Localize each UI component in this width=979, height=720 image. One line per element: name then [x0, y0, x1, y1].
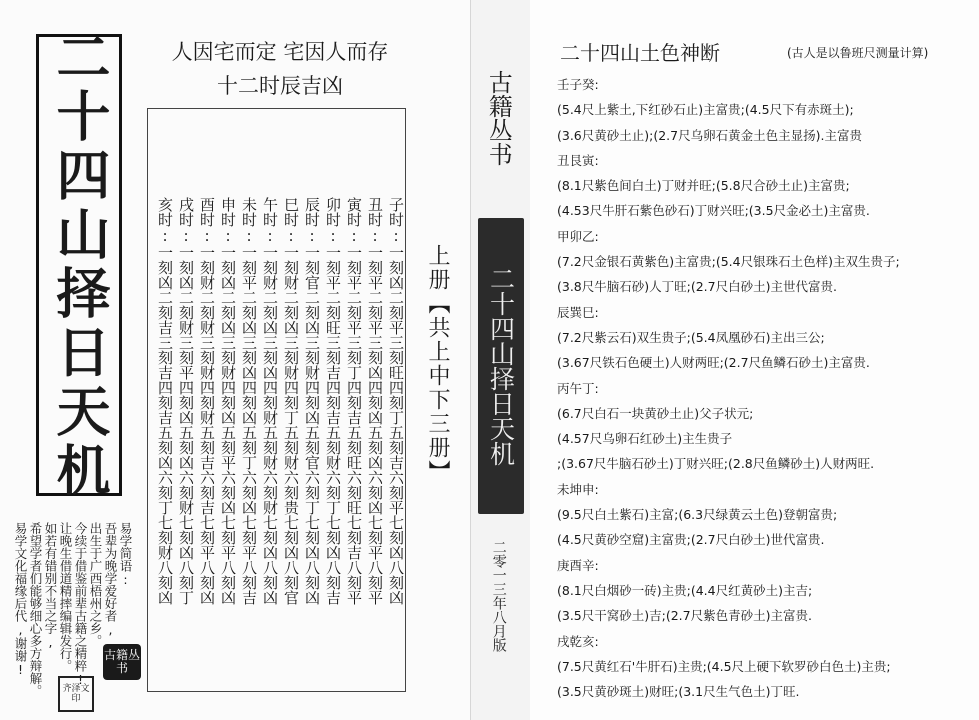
spine-title: 二十四山择日天机: [486, 266, 516, 466]
soil-entry: ;(3.67尺牛脑石砂土)丁财兴旺;(2.8尺鱼鳞砂土)人财两旺.: [557, 456, 875, 472]
group-heading: 甲卯乙:: [557, 228, 599, 244]
header-line-2: 十二时辰吉凶: [217, 74, 343, 98]
intro-line: 易学文化福缘后代,谢谢!: [13, 522, 28, 677]
group-heading: 壬子癸:: [557, 77, 599, 92]
soil-entry: (9.5尺白土紫石)主富;(6.3尺绿黄云土色)登朝富贵;: [557, 507, 838, 523]
right-page-subtitle: (古人是以鲁班尺测量计算): [787, 46, 929, 60]
soil-entry: (3.6尺黄砂土止);(2.7尺乌卵石黄金土色主显扬).主富贵: [557, 127, 862, 143]
hour-column-yin: 寅时:一刻平二刻平三刻丁四刻吉五刻旺六刻旺七刻吉八刻平: [345, 197, 363, 605]
hour-column-zi: 子时:一刻凶二刻平三刻旺四刻丁五刻吉六刻平七刻凶八刻凶: [387, 197, 405, 605]
soil-entry: (4.57尺乌卵石红砂土)主生贵子: [557, 431, 733, 447]
soil-entry: (8.1尺紫色间白土)丁财并旺;(5.8尺合砂土止)主富贵;: [557, 178, 850, 194]
series-label: 古籍丛书: [484, 70, 513, 166]
author-seal: 齐泽文印: [58, 676, 94, 712]
book-title-box: [36, 29, 122, 501]
hour-table: [147, 108, 406, 692]
soil-entry: (3.5尺黄砂斑土)财旺;(3.1尺生气色土)丁旺.: [557, 684, 800, 700]
soil-entry: (3.8尺牛脑石砂)人丁旺;(2.7尺白砂土)主世代富贵.: [557, 279, 837, 295]
hour-column-mao: 卯时:一刻平二刻旺三刻吉四刻吉五刻财六刻丁七刻凶八刻吉: [324, 197, 342, 605]
book-title: 二十四山择日天机: [48, 29, 111, 501]
soil-entry: (8.1尺白烟砂一砖)主贵;(4.4尺红黄砂土)主吉;: [557, 582, 813, 598]
intro-line: 吾辈为晚学爱好者,: [103, 522, 118, 637]
intro-line: 如若有错别不当之字,: [43, 522, 58, 650]
soil-entry: (7.5尺黄红石'牛肝石)主贵;(4.5尺上硬下软罗砂白色土)主贵;: [557, 658, 891, 674]
hour-column-chou: 丑时:一刻平二刻平三刻凶四刻凶五刻凶六刻凶七刻平八刻平: [366, 197, 384, 605]
group-heading: 戌乾亥:: [557, 633, 599, 649]
spine-title-box: [478, 218, 524, 514]
hour-column-chen: 辰时:一刻官二刻凶三刻财四刻凶五刻官六刻丁七刻凶八刻凶: [303, 197, 321, 605]
volume-label: 上册【共上中下三册】: [425, 244, 450, 484]
left-page: [0, 0, 470, 720]
group-heading: 庚酉辛:: [557, 557, 599, 573]
edition-date: 二零一三年八月版: [490, 540, 507, 652]
soil-entry: (3.5尺干窝砂土)吉;(2.7尺紫色青砂土)主富贵.: [557, 608, 812, 624]
hour-column-xu: 戌时:一刻凶二刻财三刻平四刻凶五刻凶六刻财七刻凶八刻丁: [177, 197, 195, 605]
group-heading: 丑艮寅:: [557, 152, 599, 168]
group-heading: 丙午丁:: [557, 380, 599, 396]
hour-column-wu: 午时:一刻财二刻凶三刻凶四刻财五刻财六刻财七刻凶八刻凶: [261, 197, 279, 605]
intro-line: 让晚生借道精摔编辑发行。: [58, 522, 73, 672]
intro-line: 出生于广西梧州之乡。: [88, 522, 103, 647]
right-page-title: 二十四山土色神断: [560, 41, 720, 65]
soil-entry: (4.53尺牛肝石紫色砂石)丁财兴旺;(3.5尺金必土)主富贵.: [557, 203, 870, 219]
group-heading: 辰巽巳:: [557, 304, 599, 320]
soil-entry: (6.7尺白石一块黄砂土止)父子状元;: [557, 405, 754, 421]
hour-column-hai: 亥时:一刻凶二刻吉三刻吉四刻吉五刻凶六刻丁七刻财八刻凶: [156, 197, 174, 605]
soil-entry: (7.2尺金银石黄紫色)主富贵;(5.4尺银珠石土色样)主双生贵子;: [557, 254, 900, 270]
soil-color-list: [557, 72, 967, 704]
soil-entry: (4.5尺黄砂空窟)主富贵;(2.7尺白砂土)世代富贵.: [557, 532, 825, 548]
hour-column-shen: 申时:一刻凶二刻凶三刻财四刻凶五刻平六刻凶七刻平八刻凶: [219, 197, 237, 605]
hour-column-you: 酉时:一刻财二刻财三刻财四刻财五刻吉六刻吉七刻平八刻凶: [198, 197, 216, 605]
soil-entry: (7.2尺紫云石)双生贵子;(5.4凤凰砂石)主出三公;: [557, 329, 825, 345]
intro-line: 希望学者们能够细心多方辩解。: [28, 522, 43, 697]
intro-line: 易学简语:: [118, 522, 133, 587]
header-line-1: 人因宅而定 宅因人而存: [171, 40, 389, 64]
series-seal: 古籍丛书: [103, 644, 141, 680]
intro-line: 今续于借鉴前辈古籍之精粹!: [73, 522, 88, 687]
hour-column-wei: 未时:一刻平二刻凶三刻凶四刻凶五刻丁六刻凶七刻平八刻吉: [240, 197, 258, 605]
soil-entry: (5.4尺上紫土,下红砂石止)主富贵;(4.5尺下有赤斑土);: [557, 102, 854, 118]
soil-entry: (3.67尺铁石色硬土)人财两旺;(2.7尺鱼鳞石砂土)主富贵.: [557, 355, 870, 371]
hour-column-si: 巳时:一刻财二刻凶三刻财四刻丁五刻财六刻贵七刻凶八刻官: [282, 197, 300, 605]
group-heading: 未坤申:: [557, 481, 599, 497]
book-spine: [470, 0, 532, 720]
